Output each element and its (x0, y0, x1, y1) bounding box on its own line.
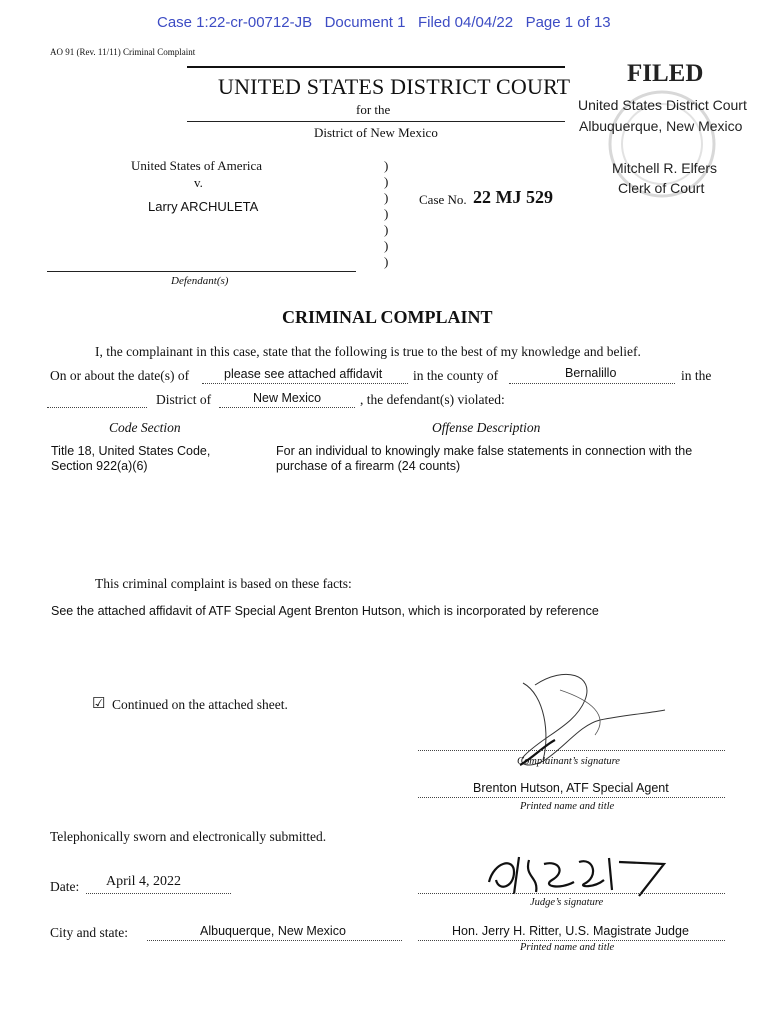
code-section-line2: Section 922(a)(6) (51, 459, 148, 473)
complainant-signature-rule (418, 750, 725, 751)
date-field-rule (202, 383, 408, 384)
sworn-statement: Telephonically sworn and electronically submitted. (50, 829, 327, 844)
case-no-value: 22 MJ 529 (473, 187, 553, 207)
intro-statement: I, the complainant in this case, state that the following is true to the best of my knowledge and belief. (95, 344, 641, 359)
filed-date-header: Filed 04/04/22 (417, 14, 514, 31)
district-heading: District of New Mexico (314, 125, 438, 140)
complainant-printed-label: Printed name and title (520, 801, 615, 812)
offense-line1: For an individual to knowingly make false statements in connection with the (276, 444, 693, 458)
city-rule (147, 940, 402, 941)
complainant-signature-label: Complainant’s signature (517, 756, 620, 767)
violated-text: , the defendant(s) violated: (360, 392, 505, 407)
signing-date-rule (86, 893, 231, 894)
offense-line2: purchase of a firearm (24 counts) (276, 459, 461, 473)
court-title: UNITED STATES DISTRICT COURT (218, 74, 571, 99)
paren: ) (384, 158, 389, 173)
code-section-heading: Code Section (109, 420, 181, 435)
paren: ) (384, 222, 389, 237)
code-section-line1: Title 18, United States Code, (51, 444, 211, 458)
complainant-printed-name: Brenton Hutson, ATF Special Agent (473, 781, 669, 795)
for-the-rule (187, 121, 565, 122)
judge-signature-label: Judge’s signature (530, 897, 604, 908)
document-number-header: Document 1 (324, 14, 406, 31)
district-field-rule (219, 407, 355, 408)
stamp-clerk-title: Clerk of Court (618, 180, 705, 196)
stamp-clerk-name: Mitchell R. Elfers (612, 160, 718, 176)
defendant-rule (47, 271, 356, 272)
offense-description-heading: Offense Description (432, 420, 541, 435)
for-the: for the (356, 102, 391, 117)
case-no-label: Case No. (419, 192, 467, 207)
paren: ) (384, 254, 389, 269)
district-label: District of (156, 392, 212, 407)
judge-printed-label: Printed name and title (520, 942, 615, 953)
case-number-header: Case 1:22-cr-00712-JB (157, 14, 313, 31)
stamp-city: Albuquerque, New Mexico (579, 118, 743, 134)
stamp-court: United States District Court (578, 97, 747, 113)
date-label-bottom: Date: (50, 879, 80, 894)
paren: ) (384, 190, 389, 205)
district-prefix-rule (47, 407, 147, 408)
defendant-label: Defendant(s) (171, 275, 229, 287)
continued-label: Continued on the attached sheet. (112, 697, 288, 712)
county-label: in the county of (413, 368, 499, 383)
judge-printed-name: Hon. Jerry H. Ritter, U.S. Magistrate Judge (452, 924, 689, 938)
defendant-name: Larry ARCHULETA (148, 199, 259, 214)
continued-checkbox[interactable]: ☑ (92, 696, 106, 712)
city-label: City and state: (50, 925, 128, 940)
facts-intro: This criminal complaint is based on these facts: (95, 576, 352, 591)
date-field: please see attached affidavit (224, 367, 383, 381)
district-field: New Mexico (253, 391, 322, 405)
form-id: AO 91 (Rev. 11/11) Criminal Complaint (50, 47, 196, 57)
versus: v. (194, 175, 203, 190)
facts-text: See the attached affidavit of ATF Special Agent Brenton Hutson, which is incorporated by reference (51, 604, 599, 618)
filed-label: FILED (627, 60, 704, 87)
paren: ) (384, 206, 389, 221)
signing-date: April 4, 2022 (106, 874, 182, 889)
plaintiff: United States of America (131, 158, 263, 173)
page-count-header: Page 1 of 13 (525, 14, 611, 31)
city-value: Albuquerque, New Mexico (200, 924, 346, 938)
judge-name-rule (418, 940, 725, 941)
paren: ) (384, 174, 389, 189)
date-label: On or about the date(s) of (50, 368, 190, 383)
ecf-header (157, 14, 611, 31)
county-field: Bernalillo (565, 366, 617, 380)
judge-signature-rule (418, 893, 725, 894)
complainant-name-rule (418, 797, 725, 798)
paren: ) (384, 238, 389, 253)
county-field-rule (509, 383, 675, 384)
in-the-label: in the (681, 368, 712, 383)
court-title-rule (187, 66, 565, 68)
document-title: CRIMINAL COMPLAINT (282, 307, 493, 327)
